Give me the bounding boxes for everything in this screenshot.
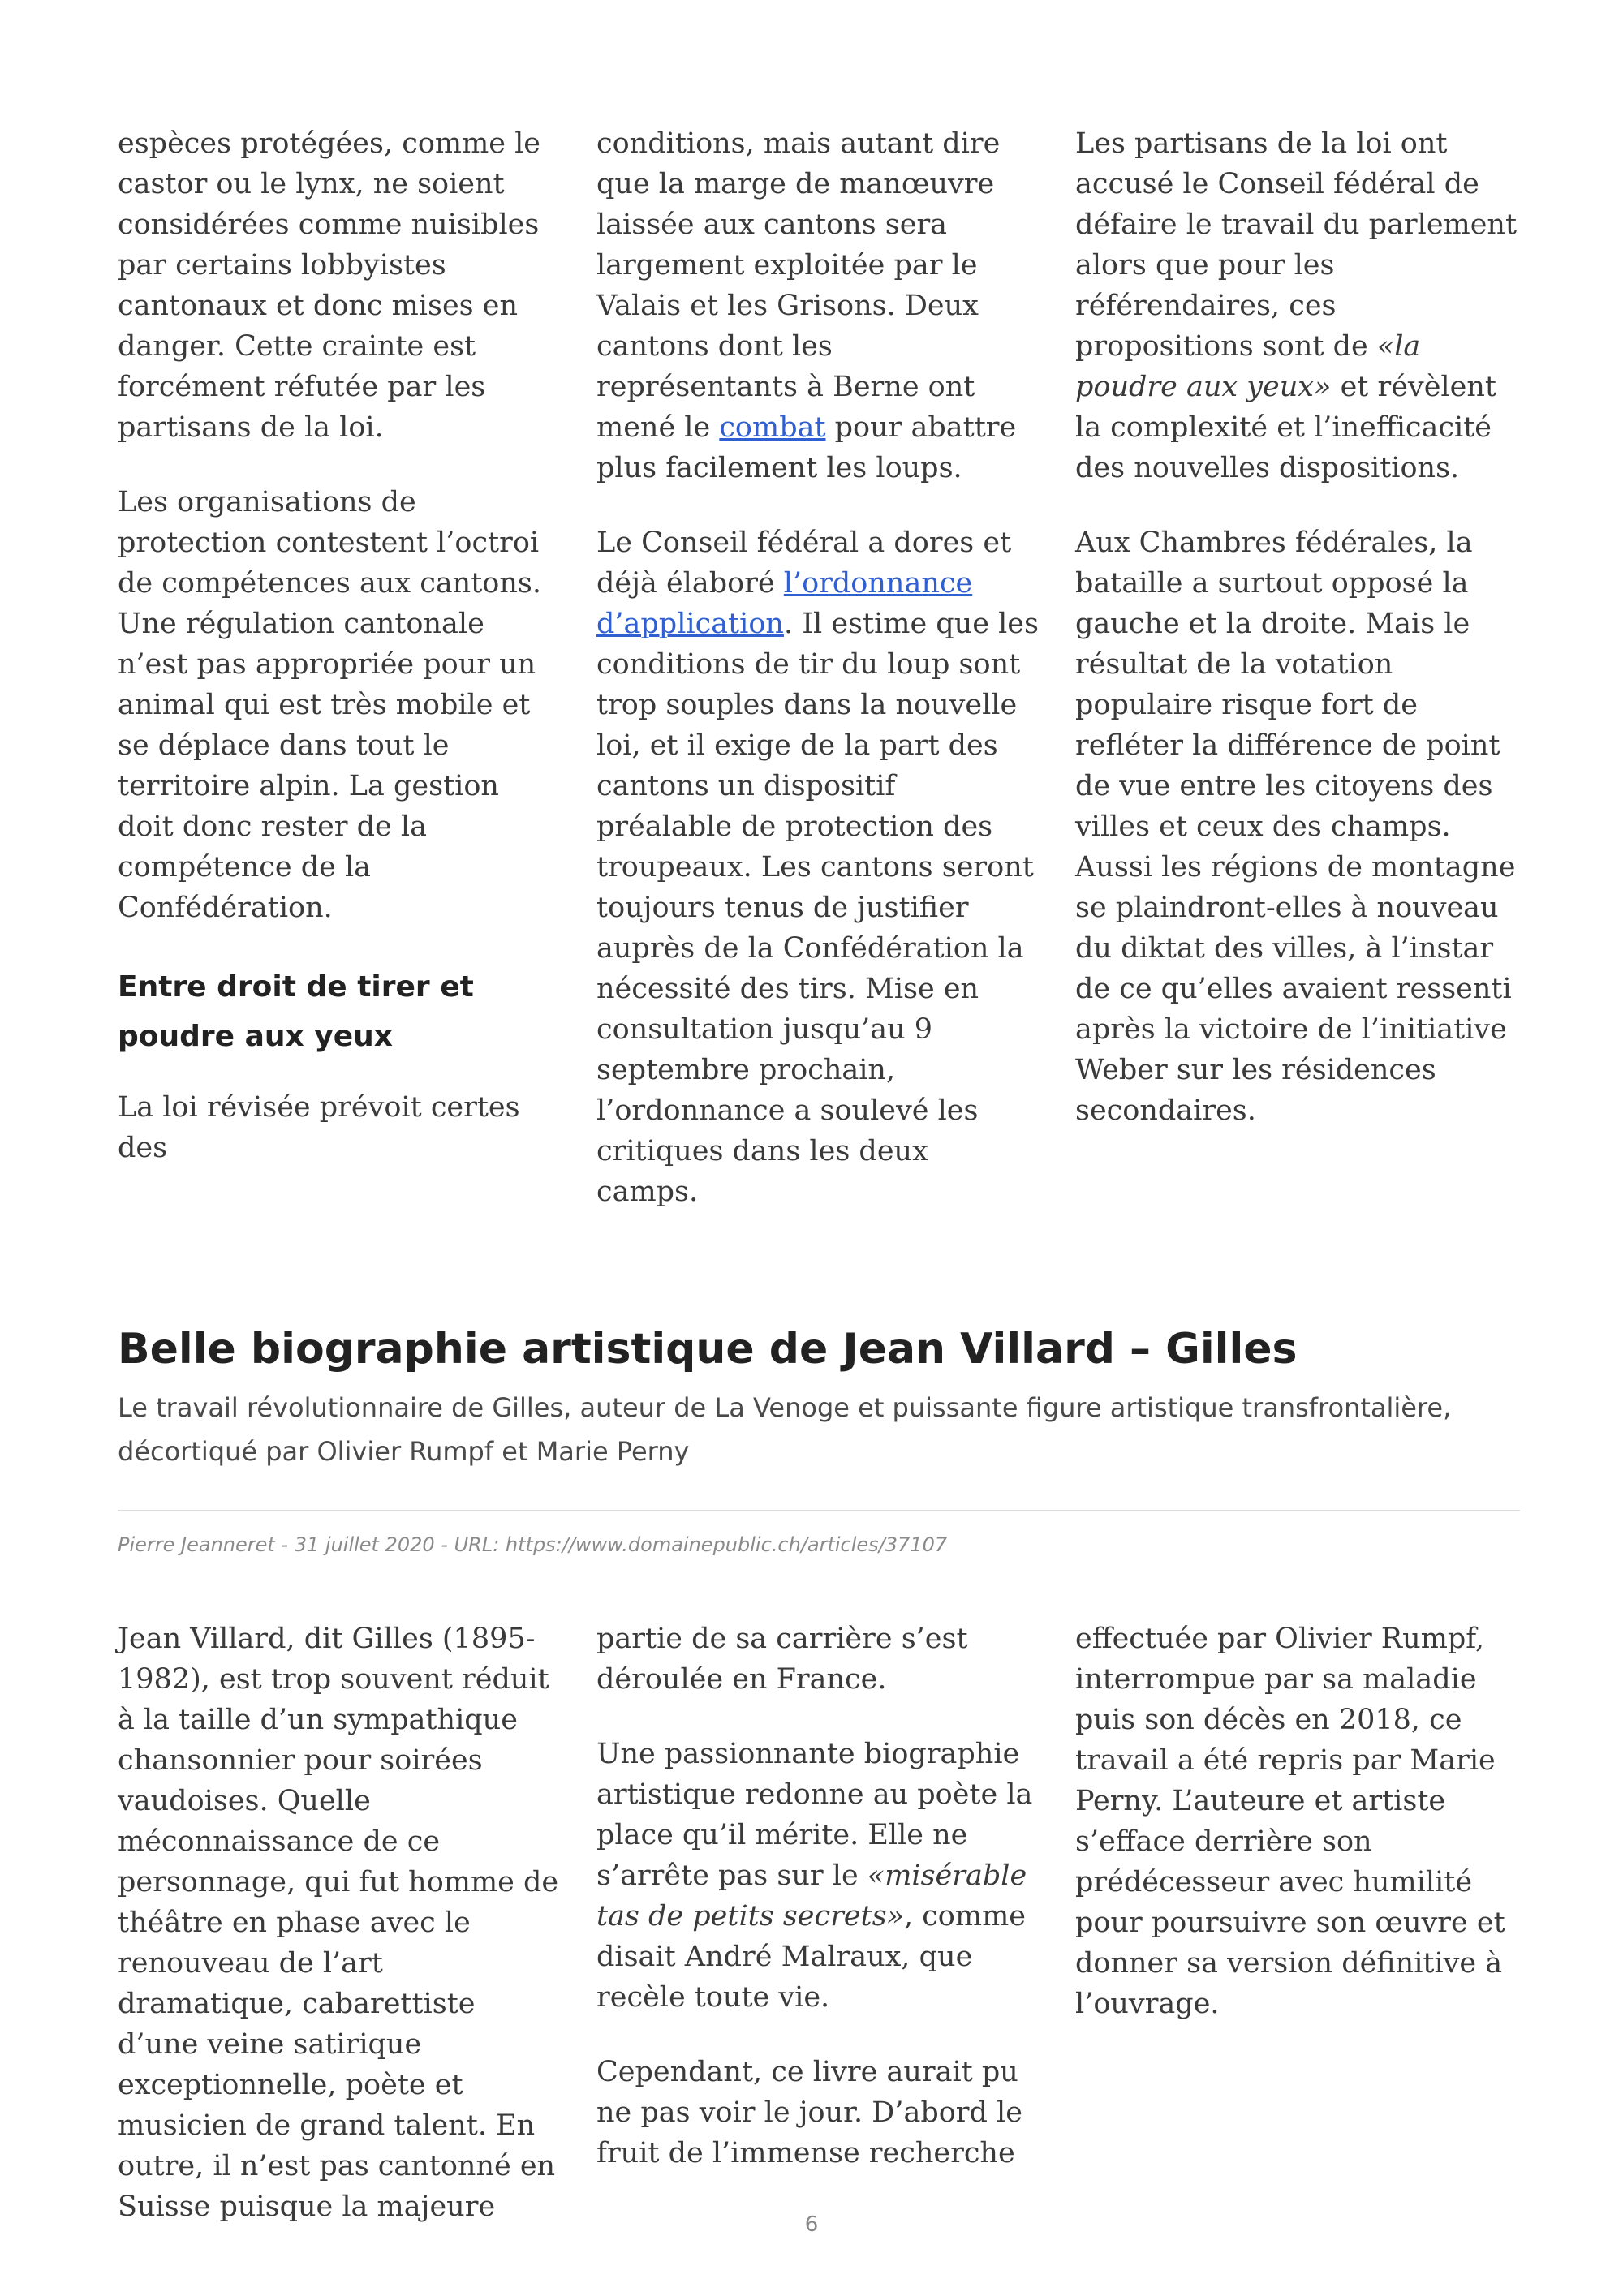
- article1-paragraph: Aux Chambres fédérales, la bataille a surtout opposé la gauche et la droite. Mais le résultat de la votation populaire risque fort de refléter la différence de point de vue entre les citoyens des villes et ceux des champs. Aussi les régions de montagne se plaindront-elles à nouveau du diktat des villes, à l’instar de ce qu’elles avaient ressenti après la victoire de l’initiative Weber sur les résidences secondaires.: [1075, 527, 1516, 1127]
- article2-paragraph: [596, 1734, 1039, 2018]
- article-meta: Pierre Jeanneret - 31 juillet 2020 - URL: https://www.domainepublic.ch/articles/37107: [118, 1533, 948, 1556]
- ordonnance-link[interactable]: l’ordonnance d’application: [596, 567, 973, 640]
- article2-column-2: [596, 1619, 1039, 2173]
- quoted-phrase: «misérable tas de petits secrets»: [596, 1860, 1027, 1933]
- article1-paragraph: [596, 522, 1039, 1212]
- article1-paragraph: [596, 123, 1039, 488]
- article1-subheading: Entre droit de tirer et poudre aux yeux: [118, 970, 474, 1053]
- paragraph-text: Les partisans de la loi ont accusé le Conseil fédéral de défaire le travail du parlement alors que pour les référendaires, ces propositions sont de: [1075, 127, 1518, 363]
- paragraph-text: pour abattre plus facilement les loups.: [596, 411, 1017, 484]
- article1-paragraph: espèces protégées, comme le castor ou le lynx, ne soient considérées comme nuisibles par certains lobbyistes cantonaux et donc mises en danger. Cette crainte est forcément réfutée par les partisans de la loi.: [118, 127, 541, 444]
- paragraph-text: Le Conseil fédéral a dores et déjà élaboré: [596, 527, 1012, 600]
- article1-paragraph: Les organisations de protection contestent l’octroi de compétences aux cantons. Une régulation cantonale n’est pas appropriée pour un animal qui est très mobile et se déplace dans tout le territoire alpin. La gestion doit donc rester de la compétence de la Confédération.: [118, 486, 541, 924]
- page-number: 6: [804, 2212, 819, 2237]
- article2-paragraph: Jean Villard, dit Gilles (1895-1982), est trop souvent réduit à la taille d’un sympathique chansonnier pour soirées vaudoises. Quelle méconnaissance de ce personnage, qui fut homme de théâtre en phase avec le renouveau de l’art dramatique, cabarettiste d’une veine satirique exceptionnelle, poète et musicien de grand talent. En outre, il n’est pas cantonné en Suisse puisque la majeure: [118, 1623, 559, 2223]
- article1-paragraph: La loi révisée prévoit certes des: [118, 1091, 520, 1164]
- paragraph-text: Une passionnante biographie artistique redonne au poète la place qu’il mérite. Elle ne s’arrête pas sur le: [596, 1738, 1033, 1892]
- article-lead: Le travail révolutionnaire de Gilles, auteur de La Venoge et puissante figure artistique transfrontalière, décortiqué par Olivier Rumpf et Marie Perny: [118, 1392, 1452, 1467]
- article2-paragraph: effectuée par Olivier Rumpf, interrompue par sa maladie puis son décès en 2018, ce travail a été repris par Marie Perny. L’auteure et artiste s’efface derrière son prédécesseur avec humilité pour poursuivre son œuvre et donner sa version définitive à l’ouvrage.: [1075, 1623, 1505, 2020]
- paragraph-text: . Il estime que les conditions de tir du loup sont trop souples dans la nouvelle loi, et il exige de la part des cantons un dispositif préalable de protection des troupeaux. Les cantons seront toujours tenus de justifier auprès de la Confédération la nécessité des tirs. Mise en consultation jusqu’au 9 septembre prochain, l’ordonnance a soulevé les critiques dans les deux camps.: [596, 608, 1039, 1208]
- article2-column-1: [118, 1619, 560, 2227]
- paragraph-text: et révèlent la complexité et l’inefficacité des nouvelles dispositions.: [1075, 371, 1496, 484]
- quoted-phrase: «la poudre aux yeux»: [1075, 330, 1421, 403]
- article1-column-3: [1075, 123, 1518, 1131]
- article1-column-2: [596, 123, 1039, 1212]
- paragraph-text: , comme disait André Malraux, que recèle toute vie.: [596, 1900, 1026, 2014]
- divider: [118, 1510, 1520, 1511]
- article2-paragraph: Cependant, ce livre aurait pu ne pas voir le jour. D’abord le fruit de l’immense recherche: [596, 2056, 1022, 2169]
- article1-column-1: [118, 123, 560, 1168]
- paragraph-text: conditions, mais autant dire que la marge de manœuvre laissée aux cantons sera largement exploitée par le Valais et les Grisons. Deux cantons dont les représentants à Berne ont mené le: [596, 127, 1001, 444]
- article-title: Belle biographie artistique de Jean Villard – Gilles: [118, 1325, 1298, 1374]
- article2-paragraph: partie de sa carrière s’est déroulée en France.: [596, 1623, 968, 1696]
- article1-paragraph: [1075, 123, 1518, 488]
- combat-link[interactable]: combat: [719, 411, 826, 444]
- article2-column-3: [1075, 1619, 1518, 2024]
